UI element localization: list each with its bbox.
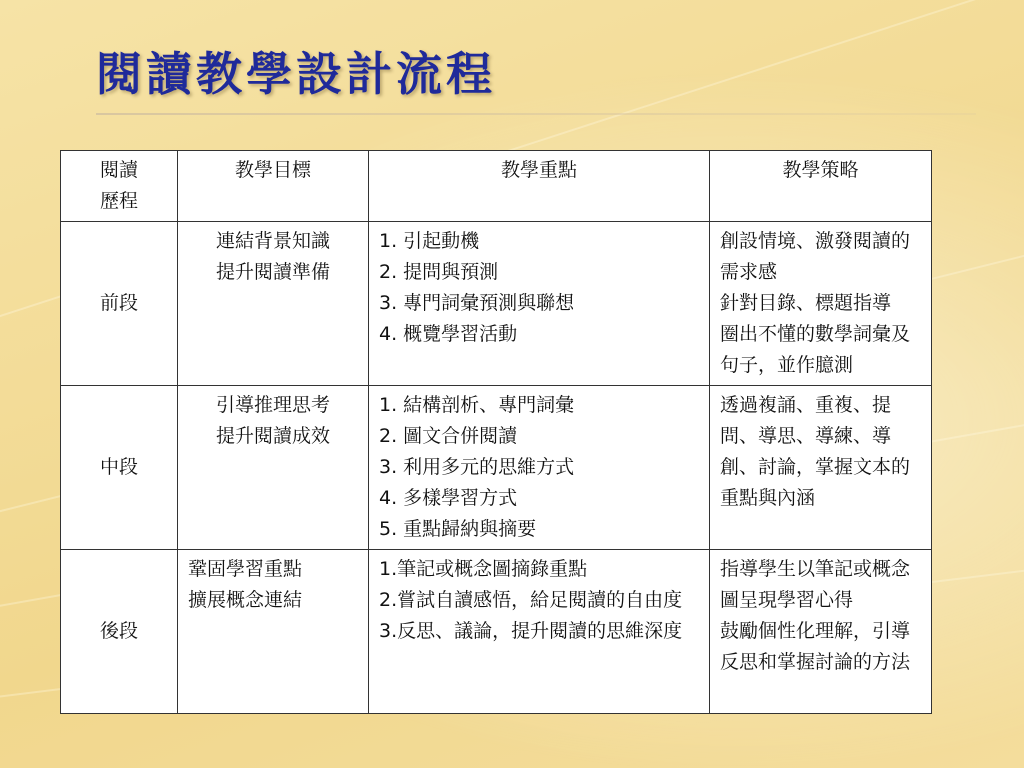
table-row [61, 550, 932, 714]
stage-cell: 前段 [61, 222, 178, 386]
strategy-item: 針對目錄、標題指導 [720, 292, 892, 314]
header-points: 教學重點 [369, 151, 710, 222]
strategies-cell [710, 386, 932, 550]
strategy-item: 指導學生以筆記或概念圖呈現學習心得 [720, 558, 911, 611]
header-stage-line: 歷程 [99, 190, 138, 212]
goals-cell [178, 386, 369, 550]
strategy-item: 圈出不懂的數學詞彙及句子，並作臆測 [720, 323, 911, 376]
goal-item: 引導推理思考 [215, 394, 330, 416]
points-cell [369, 222, 710, 386]
point-item: 3. 利用多元的思維方式 [379, 456, 575, 478]
goal-item: 提升閱讀成效 [215, 425, 330, 447]
header-strategies: 教學策略 [710, 151, 932, 222]
reading-design-table [60, 150, 932, 714]
point-item: 3.反思、議論，提升閱讀的思維深度 [379, 620, 683, 642]
slide-title: 閱讀教學設計流程 [96, 47, 496, 101]
point-item: 2.嘗試自讀感悟，給足閱讀的自由度 [379, 589, 683, 611]
strategy-item: 透過複誦、重複、提問、導思、導練、導創、討論，掌握文本的重點與內涵 [720, 394, 911, 509]
points-cell [369, 550, 710, 714]
header-stage-line: 閱讀 [99, 159, 138, 181]
point-item: 2. 圖文合併閱讀 [379, 425, 518, 447]
point-item: 2. 提問與預測 [379, 261, 499, 283]
strategy-item: 創設情境、激發閱讀的需求感 [720, 230, 911, 283]
stage-cell: 後段 [61, 550, 178, 714]
point-item: 3. 專門詞彙預測與聯想 [379, 292, 575, 314]
stage-cell: 中段 [61, 386, 178, 550]
point-item: 1.筆記或概念圖摘錄重點 [379, 558, 588, 580]
point-item: 5. 重點歸納與摘要 [379, 518, 537, 540]
goal-item: 鞏固學習重點 [188, 558, 303, 580]
point-item: 4. 多樣學習方式 [379, 487, 518, 509]
header-goals: 教學目標 [178, 151, 369, 222]
title-divider [96, 113, 976, 115]
strategies-cell [710, 550, 932, 714]
goals-cell [178, 222, 369, 386]
goals-cell [178, 550, 369, 714]
strategies-cell [710, 222, 932, 386]
point-item: 4. 概覽學習活動 [379, 323, 518, 345]
goal-item: 提升閱讀準備 [215, 261, 330, 283]
header-stage [61, 151, 178, 222]
point-item: 1. 引起動機 [379, 230, 480, 252]
goal-item: 擴展概念連結 [188, 589, 303, 611]
points-cell [369, 386, 710, 550]
goal-item: 連結背景知識 [215, 230, 330, 252]
point-item: 1. 結構剖析、專門詞彙 [379, 394, 575, 416]
table-row [61, 386, 932, 550]
strategy-item: 鼓勵個性化理解，引導反思和掌握討論的方法 [720, 620, 911, 673]
table-header-row [61, 151, 932, 222]
table-row [61, 222, 932, 386]
